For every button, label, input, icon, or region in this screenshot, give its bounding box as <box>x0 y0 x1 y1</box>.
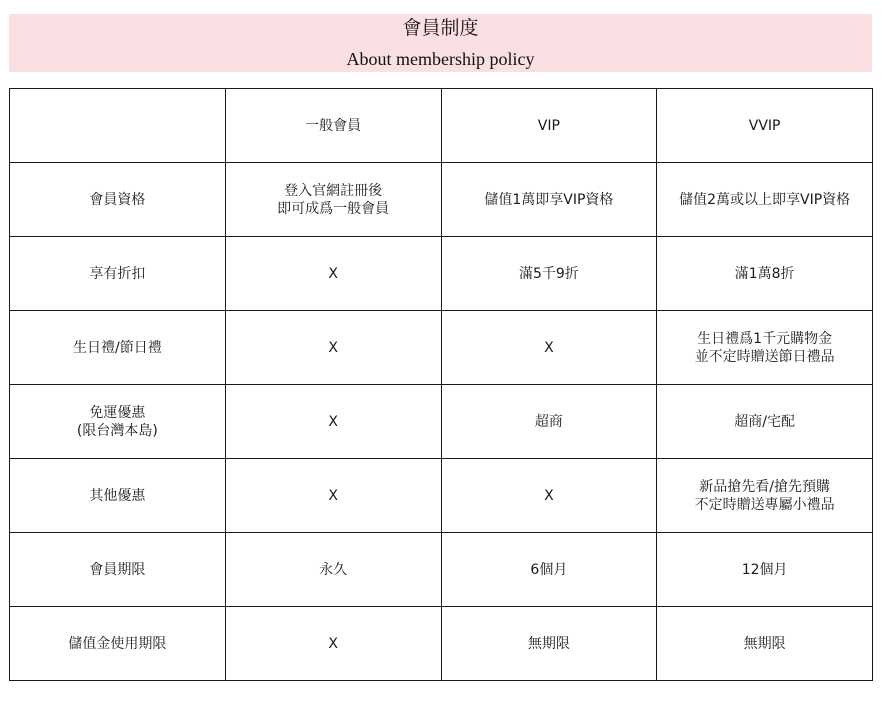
table-cell: 無期限 <box>657 607 873 681</box>
row-label: 生日禮/節日禮 <box>10 311 226 385</box>
row-label: 免運優惠 (限台灣本島) <box>10 385 226 459</box>
table-cell: X <box>441 459 657 533</box>
header-cell-vvip: VVIP <box>657 89 873 163</box>
membership-table <box>9 88 873 681</box>
row-label: 享有折扣 <box>10 237 226 311</box>
table-cell: X <box>225 607 441 681</box>
table-cell: 無期限 <box>441 607 657 681</box>
page-subtitle: About membership policy <box>346 49 535 69</box>
row-label: 儲值金使用期限 <box>10 607 226 681</box>
table-cell: 永久 <box>225 533 441 607</box>
table-cell: 超商 <box>441 385 657 459</box>
table-row <box>10 311 873 385</box>
row-label: 會員期限 <box>10 533 226 607</box>
header-cell-regular: 一般會員 <box>225 89 441 163</box>
table-row <box>10 237 873 311</box>
table-cell: X <box>225 459 441 533</box>
table-cell: X <box>225 237 441 311</box>
table-cell: X <box>441 311 657 385</box>
table-header-row <box>10 89 873 163</box>
header-cell-empty <box>10 89 226 163</box>
row-label: 其他優惠 <box>10 459 226 533</box>
table-cell: 滿1萬8折 <box>657 237 873 311</box>
table-cell: 6個月 <box>441 533 657 607</box>
table-cell: 儲值1萬即享VIP資格 <box>441 163 657 237</box>
table-row <box>10 163 873 237</box>
table-cell: 滿5千9折 <box>441 237 657 311</box>
table-row <box>10 607 873 681</box>
table-cell: 儲值2萬或以上即享VIP資格 <box>657 163 873 237</box>
table-cell: 新品搶先看/搶先預購 不定時贈送專屬小禮品 <box>657 459 873 533</box>
page-title: 會員制度 <box>402 17 479 39</box>
table-cell: 生日禮爲1千元購物金 並不定時贈送節日禮品 <box>657 311 873 385</box>
page-header <box>9 14 872 72</box>
header-cell-vip: VIP <box>441 89 657 163</box>
row-label: 會員資格 <box>10 163 226 237</box>
table-cell: 超商/宅配 <box>657 385 873 459</box>
table-row <box>10 459 873 533</box>
table-row <box>10 533 873 607</box>
table-cell: X <box>225 311 441 385</box>
table-row <box>10 385 873 459</box>
table-cell: X <box>225 385 441 459</box>
table-cell: 登入官網註冊後 即可成爲一般會員 <box>225 163 441 237</box>
table-cell: 12個月 <box>657 533 873 607</box>
